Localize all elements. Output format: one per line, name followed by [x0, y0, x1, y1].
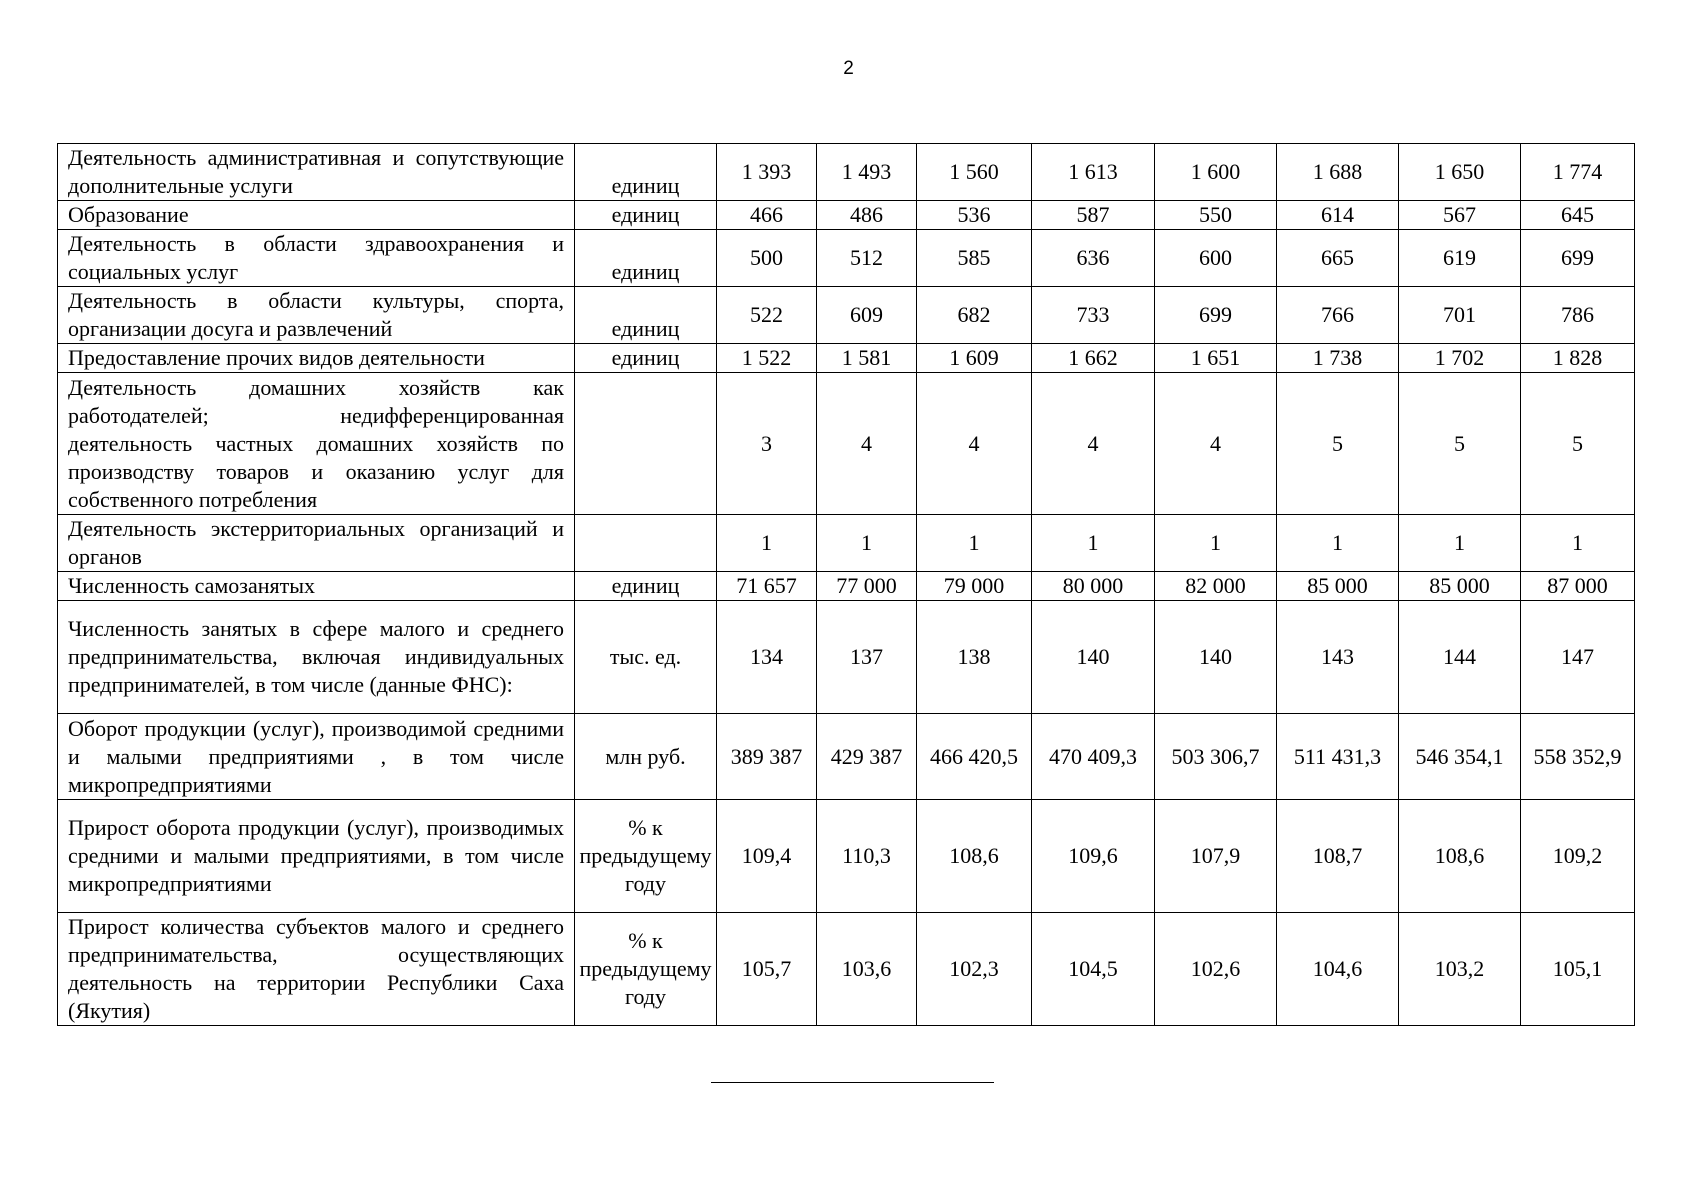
row-value: 85 000 [1277, 572, 1399, 601]
table-row [58, 572, 1635, 601]
row-unit [575, 515, 717, 572]
row-name: Прирост оборота продукции (услуг), производимых средними и малыми предприятиями, в том числе микропредприятиями [58, 800, 575, 913]
row-unit: % к предыдущему году [575, 913, 717, 1026]
row-value: 79 000 [917, 572, 1032, 601]
row-value: 636 [1032, 230, 1155, 287]
bottom-separator-line [711, 1082, 994, 1083]
row-value: 4 [1155, 373, 1277, 515]
row-value: 1 [1155, 515, 1277, 572]
row-value: 665 [1277, 230, 1399, 287]
row-value: 4 [817, 373, 917, 515]
row-value: 1 650 [1399, 144, 1521, 201]
row-name: Образование [58, 201, 575, 230]
row-value: 5 [1521, 373, 1635, 515]
row-name: Прирост количества субъектов малого и среднего предпринимательства, осуществляющих деятельность на территории Республики Саха (Якутия) [58, 913, 575, 1026]
row-value: 1 [1032, 515, 1155, 572]
row-value: 105,1 [1521, 913, 1635, 1026]
row-unit: единиц [575, 144, 717, 201]
row-value: 600 [1155, 230, 1277, 287]
row-value: 143 [1277, 601, 1399, 714]
row-value: 82 000 [1155, 572, 1277, 601]
row-value: 147 [1521, 601, 1635, 714]
row-value: 1 560 [917, 144, 1032, 201]
row-value: 701 [1399, 287, 1521, 344]
row-value: 1 600 [1155, 144, 1277, 201]
row-value: 470 409,3 [1032, 714, 1155, 800]
row-value: 619 [1399, 230, 1521, 287]
row-value: 682 [917, 287, 1032, 344]
row-value: 645 [1521, 201, 1635, 230]
row-value: 585 [917, 230, 1032, 287]
row-value: 733 [1032, 287, 1155, 344]
row-name: Деятельность в области культуры, спорта, организации досуга и развлечений [58, 287, 575, 344]
row-unit: тыс. ед. [575, 601, 717, 714]
row-value: 550 [1155, 201, 1277, 230]
row-value: 1 774 [1521, 144, 1635, 201]
row-value: 144 [1399, 601, 1521, 714]
row-value: 1 702 [1399, 344, 1521, 373]
row-value: 108,6 [917, 800, 1032, 913]
row-value: 1 828 [1521, 344, 1635, 373]
row-value: 1 688 [1277, 144, 1399, 201]
row-value: 609 [817, 287, 917, 344]
row-value: 1 393 [717, 144, 817, 201]
row-name: Деятельность в области здравоохранения и социальных услуг [58, 230, 575, 287]
row-value: 429 387 [817, 714, 917, 800]
row-value: 503 306,7 [1155, 714, 1277, 800]
row-value: 466 [717, 201, 817, 230]
row-value: 522 [717, 287, 817, 344]
row-value: 699 [1521, 230, 1635, 287]
row-value: 5 [1399, 373, 1521, 515]
row-value: 389 387 [717, 714, 817, 800]
table-row [58, 515, 1635, 572]
row-value: 85 000 [1399, 572, 1521, 601]
table-row [58, 601, 1635, 714]
row-value: 1 [1521, 515, 1635, 572]
row-value: 103,2 [1399, 913, 1521, 1026]
statistics-table [57, 143, 1635, 1026]
row-unit: единиц [575, 287, 717, 344]
row-value: 558 352,9 [1521, 714, 1635, 800]
row-name: Деятельность домашних хозяйств как работодателей; недифференцированная деятельность частных домашних хозяйств по производству товаров и оказанию услуг для собственного потребления [58, 373, 575, 515]
table-row [58, 287, 1635, 344]
row-value: 109,2 [1521, 800, 1635, 913]
row-value: 1 [817, 515, 917, 572]
row-value: 1 613 [1032, 144, 1155, 201]
row-value: 1 651 [1155, 344, 1277, 373]
row-value: 536 [917, 201, 1032, 230]
row-value: 109,6 [1032, 800, 1155, 913]
row-value: 108,6 [1399, 800, 1521, 913]
row-value: 107,9 [1155, 800, 1277, 913]
row-value: 140 [1155, 601, 1277, 714]
row-value: 1 609 [917, 344, 1032, 373]
row-value: 1 662 [1032, 344, 1155, 373]
row-unit: млн руб. [575, 714, 717, 800]
row-value: 105,7 [717, 913, 817, 1026]
row-value: 77 000 [817, 572, 917, 601]
row-value: 1 [1399, 515, 1521, 572]
row-value: 104,5 [1032, 913, 1155, 1026]
row-value: 87 000 [1521, 572, 1635, 601]
row-value: 103,6 [817, 913, 917, 1026]
row-value: 102,6 [1155, 913, 1277, 1026]
row-unit: % к предыдущему году [575, 800, 717, 913]
row-unit [575, 373, 717, 515]
table-row [58, 230, 1635, 287]
row-unit: единиц [575, 572, 717, 601]
row-value: 110,3 [817, 800, 917, 913]
row-value: 466 420,5 [917, 714, 1032, 800]
row-unit: единиц [575, 230, 717, 287]
page-number: 2 [843, 58, 854, 79]
row-name: Численность самозанятых [58, 572, 575, 601]
row-unit: единиц [575, 201, 717, 230]
row-value: 4 [917, 373, 1032, 515]
row-value: 1 522 [717, 344, 817, 373]
row-value: 1 [917, 515, 1032, 572]
row-value: 1 [1277, 515, 1399, 572]
row-value: 137 [817, 601, 917, 714]
row-value: 109,4 [717, 800, 817, 913]
table-row [58, 800, 1635, 913]
row-value: 138 [917, 601, 1032, 714]
row-value: 104,6 [1277, 913, 1399, 1026]
table-row [58, 344, 1635, 373]
row-value: 1 [717, 515, 817, 572]
table-row [58, 913, 1635, 1026]
row-name: Оборот продукции (услуг), производимой средними и малыми предприятиями , в том числе микропредприятиями [58, 714, 575, 800]
row-value: 1 581 [817, 344, 917, 373]
row-value: 500 [717, 230, 817, 287]
row-value: 1 738 [1277, 344, 1399, 373]
row-value: 4 [1032, 373, 1155, 515]
row-value: 486 [817, 201, 917, 230]
table-row [58, 144, 1635, 201]
row-value: 102,3 [917, 913, 1032, 1026]
row-value: 512 [817, 230, 917, 287]
row-value: 587 [1032, 201, 1155, 230]
row-value: 108,7 [1277, 800, 1399, 913]
row-value: 546 354,1 [1399, 714, 1521, 800]
row-value: 766 [1277, 287, 1399, 344]
row-value: 134 [717, 601, 817, 714]
table-row [58, 714, 1635, 800]
row-name: Предоставление прочих видов деятельности [58, 344, 575, 373]
row-value: 567 [1399, 201, 1521, 230]
row-value: 1 493 [817, 144, 917, 201]
row-value: 699 [1155, 287, 1277, 344]
row-name: Численность занятых в сфере малого и среднего предпринимательства, включая индивидуальных предпринимателей, в том числе (данные ФНС): [58, 601, 575, 714]
row-value: 80 000 [1032, 572, 1155, 601]
row-value: 786 [1521, 287, 1635, 344]
row-value: 3 [717, 373, 817, 515]
row-value: 5 [1277, 373, 1399, 515]
row-value: 71 657 [717, 572, 817, 601]
table-row [58, 201, 1635, 230]
row-unit: единиц [575, 344, 717, 373]
row-value: 511 431,3 [1277, 714, 1399, 800]
table-row [58, 373, 1635, 515]
row-value: 614 [1277, 201, 1399, 230]
row-name: Деятельность экстерриториальных организаций и органов [58, 515, 575, 572]
row-value: 140 [1032, 601, 1155, 714]
row-name: Деятельность административная и сопутствующие дополнительные услуги [58, 144, 575, 201]
